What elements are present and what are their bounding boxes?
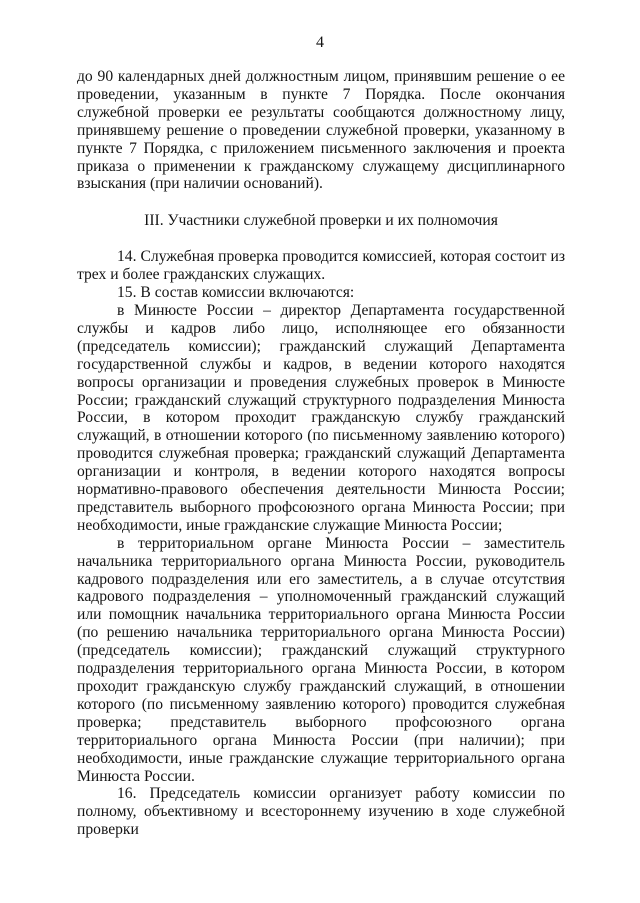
page-number: 4 — [316, 34, 324, 51]
paragraph-15: 15. В состав комиссии включаются: — [117, 284, 355, 302]
document-body — [77, 68, 565, 839]
paragraph-16: 16. Председатель комиссии организует работу комиссии по полному, объективному и всестороннему изучению в ходе служебной проверки — [77, 785, 565, 839]
paragraph-continuation: до 90 календарных дней должностным лицом, принявшим решение о ее проведении, указанным в пункте 7 Порядка. После окончания служебной проверки ее результаты сообщаются должностному лицу, принявшему решение о проведении служебной проверки, указанному в пункте 7 Порядка, с приложением письменного заключения и проекта приказа о применении к гражданскому служащему дисциплинарного взыскания (при наличии оснований). — [77, 68, 565, 193]
section-heading: III. Участники служебной проверки и их полномочия — [144, 212, 498, 230]
paragraph-14: 14. Служебная проверка проводится комиссией, которая состоит из трех и более гражданских служащих. — [77, 248, 565, 284]
paragraph-15-territorial: в территориальном органе Минюста России – заместитель начальника территориального органа Минюста России, руководитель кадрового подразделения или его заместитель, а в случае отсутствия кадрового подразделения – уполномоченный гражданский служащий или помощник начальника территориального органа Минюста России (по решению начальника территориального органа Минюста России) (председатель комиссии); гражданский служащий структурного подразделения территориального органа Минюста России, в котором проходит гражданскую службу гражданский служащий, в отношении которого (по письменному заявлению которого) проводится служебная проверка; представитель выборного профсоюзного органа территориального органа Минюста России (при наличии); при необходимости, иные гражданские служащие территориального органа Минюста России. — [77, 534, 565, 785]
paragraph-15-minjust: в Минюсте России – директор Департамента государственной службы и кадров либо лицо, исполняющее его обязанности (председатель комиссии); гражданский служащий Департамента государственной службы и кадров, в ведении которого находятся вопросы организации и проведения служебных проверок в Минюсте России; гражданский служащий структурного подразделения Минюста России, в котором проходит гражданскую службу гражданский служащий, в отношении которого (по письменному заявлению которого) проводится служебная проверка; гражданский служащий Департамента организации и контроля, в ведении которого находятся вопросы нормативно-правового обеспечения деятельности Минюста России; представитель выборного профсоюзного органа Минюста России; при необходимости, иные гражданские служащие Минюста России; — [77, 301, 565, 534]
